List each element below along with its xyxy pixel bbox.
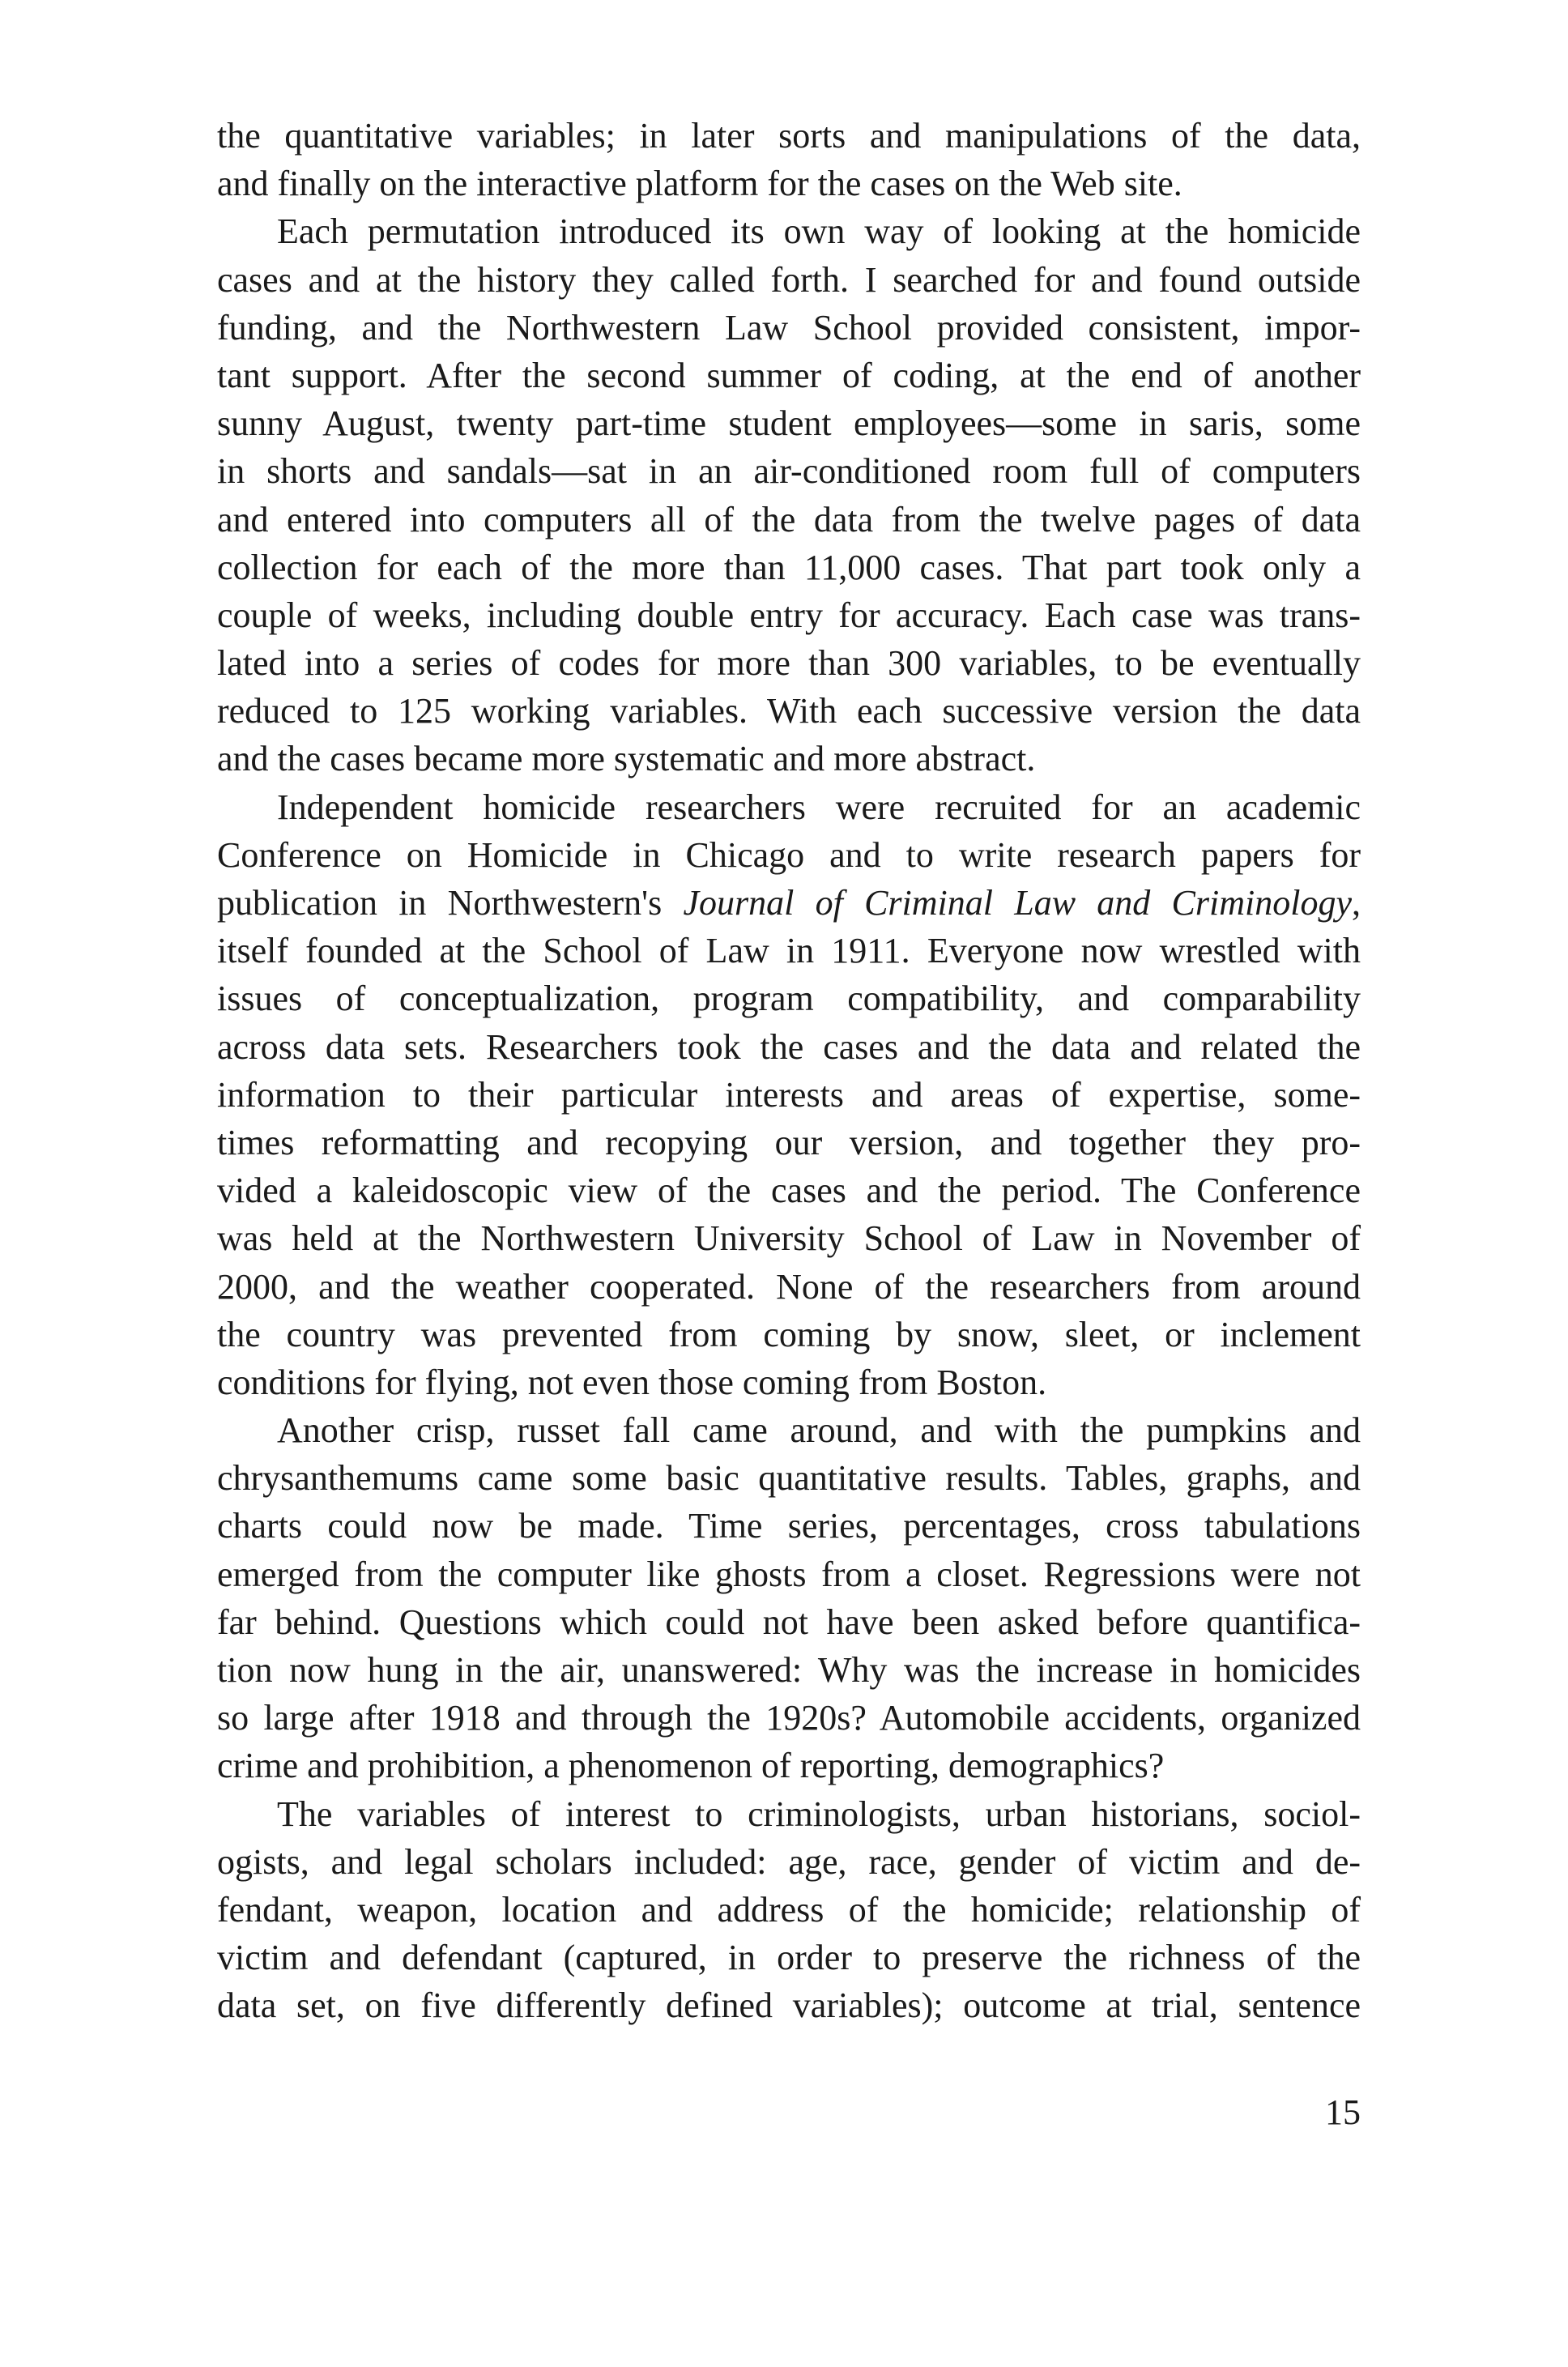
text-line: Each permutation introduced its own way of looking at the homicide <box>277 211 1361 252</box>
text-line: and finally on the interactive platform for the cases on the Web site. <box>217 164 1182 204</box>
text-line: issues of conceptualization, program compatibility, and comparability <box>217 979 1361 1019</box>
text-line: cases and at the history they called forth. I searched for and found outside <box>217 259 1361 300</box>
text-line: victim and defendant (captured, in order to preserve the richness of the <box>217 1938 1361 1978</box>
text-line: fendant, weapon, location and address of the homicide; relationship of <box>217 1889 1361 1930</box>
text-line: couple of weeks, including double entry for accuracy. Each case was trans- <box>217 595 1361 635</box>
text-line: tion now hung in the air, unanswered: Why was the increase in homicides <box>217 1650 1361 1690</box>
text-line: and entered into computers all of the data from the twelve pages of data <box>217 499 1361 540</box>
text-line: reduced to 125 working variables. With each successive version the data <box>217 691 1361 731</box>
text-line: The variables of interest to criminologists, urban historians, sociol- <box>277 1793 1361 1834</box>
text-line: Conference on Homicide in Chicago and to write research papers for <box>217 834 1361 875</box>
text-line: collection for each of the more than 11,000 cases. That part took only a <box>217 547 1361 587</box>
text-line: charts could now be made. Time series, percentages, cross tabulations <box>217 1506 1361 1546</box>
text-line: conditions for flying, not even those coming from Boston. <box>217 1362 1047 1402</box>
text-line: chrysanthemums came some basic quantitative results. Tables, graphs, and <box>217 1458 1361 1499</box>
text-line: times reformatting and recopying our version, and together they pro- <box>217 1122 1361 1162</box>
text-line: emerged from the computer like ghosts from a closet. Regressions were not <box>217 1554 1361 1594</box>
page-number: 15 <box>1325 2092 1361 2132</box>
body-text <box>217 112 1361 2030</box>
text-line: itself founded at the School of Law in 1911. Everyone now wrestled with <box>217 931 1361 971</box>
text-line: far behind. Questions which could not have been asked before quantifica- <box>217 1601 1361 1642</box>
text-line: in shorts and sandals—sat in an air-conditioned room full of computers <box>217 451 1361 492</box>
text-line: vided a kaleidoscopic view of the cases and the period. The Conference <box>217 1171 1361 1211</box>
text-line: the country was prevented from coming by snow, sleet, or inclement <box>217 1314 1361 1354</box>
text-line: Another crisp, russet fall came around, and with the pumpkins and <box>277 1410 1361 1451</box>
text-line: Independent homicide researchers were recruited for an academic <box>277 787 1361 827</box>
text-line: the quantitative variables; in later sorts and manipulations of the data, <box>217 116 1361 156</box>
text-line: crime and prohibition, a phenomenon of reporting, demographics? <box>217 1746 1165 1786</box>
text-line: publication in Northwestern's Journal of Criminal Law and Criminology, <box>217 883 1361 923</box>
text-line: and the cases became more systematic and more abstract. <box>217 739 1036 779</box>
text-line: information to their particular interests and areas of expertise, some- <box>217 1074 1361 1115</box>
text-line: was held at the Northwestern University School of Law in November of <box>217 1218 1361 1259</box>
text-line: tant support. After the second summer of coding, at the end of another <box>217 355 1361 395</box>
text-line: lated into a series of codes for more than 300 variables, to be eventually <box>217 643 1361 684</box>
text-line: ogists, and legal scholars included: age, race, gender of victim and de- <box>217 1841 1361 1882</box>
text-line: so large after 1918 and through the 1920s? Automobile accidents, organized <box>217 1698 1361 1738</box>
text-line: 2000, and the weather cooperated. None of the researchers from around <box>217 1266 1361 1307</box>
text-line: across data sets. Researchers took the cases and the data and related the <box>217 1026 1361 1067</box>
text-line: funding, and the Northwestern Law School provided consistent, impor- <box>217 307 1361 348</box>
text-line: sunny August, twenty part-time student employees—some in saris, some <box>217 403 1361 444</box>
text-line: data set, on five differently defined variables); outcome at trial, sentence <box>217 1985 1361 2026</box>
